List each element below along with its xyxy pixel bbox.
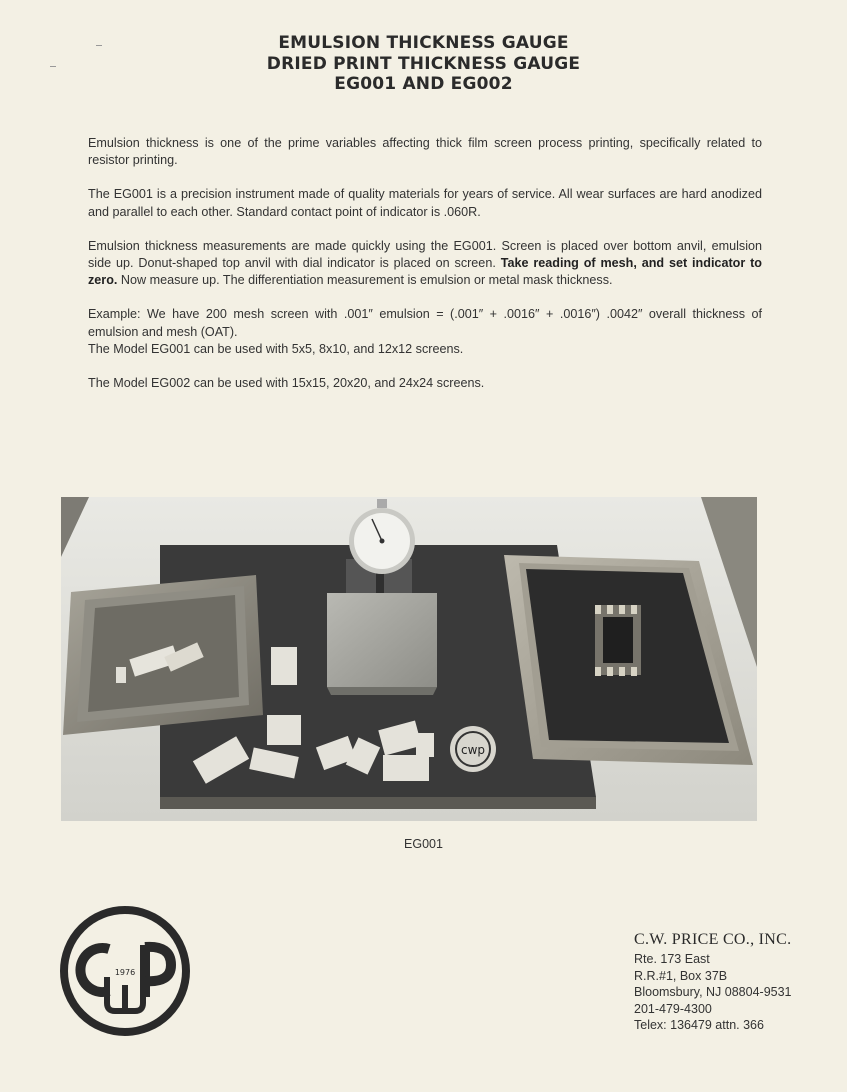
paragraph-example: Example: We have 200 mesh screen with .001″ emulsion = (.001″ + .0016″ + .0016″) .0042″ overall thickness of emulsion and mesh (OAT). [88, 307, 762, 339]
measurement-text-end: Now measure up. The differentiation measurement is emulsion or metal mask thickness. [120, 273, 613, 288]
page-title [0, 33, 847, 95]
paragraph-eg002-sizes: The Model EG002 can be used with 15x15, 20x20, and 24x24 screens. [88, 376, 485, 391]
left-screen-frame [63, 575, 263, 735]
photo-caption: EG001 [404, 837, 443, 851]
paragraph-instrument: The EG001 is a precision instrument made of quality materials for years of service. All wear surfaces are hard anodized and parallel to each other. Standard contact point of indicator is .060R. [88, 187, 762, 219]
title-line-3: EG001 AND EG002 [334, 74, 513, 94]
paragraph-intro: Emulsion thickness is one of the prime variables affecting thick film screen process printing, specifically related to resistor printing. [88, 136, 762, 168]
bottom-anvil [327, 593, 437, 687]
svg-text:cwp: cwp [460, 743, 486, 757]
address-city: Bloomsbury, NJ 08804-9531 [634, 985, 792, 1000]
product-photo [61, 497, 757, 821]
title-line-1: EMULSION THICKNESS GAUGE [278, 33, 569, 53]
telex-number: Telex: 136479 attn. 366 [634, 1018, 764, 1033]
company-name: C.W. PRICE CO., INC. [634, 931, 792, 948]
logo-year: 1976 [114, 968, 136, 977]
title-line-2: DRIED PRINT THICKNESS GAUGE [266, 53, 581, 74]
cwp-logo [59, 905, 191, 1037]
address-box: R.R.#1, Box 37B [634, 968, 728, 983]
address-street: Rte. 173 East [634, 952, 710, 966]
paragraph-eg001-sizes: The Model EG001 can be used with 5x5, 8x10, and 12x12 screens. [88, 341, 464, 356]
phone-number: 201-479-4300 [634, 1001, 712, 1016]
paragraph-measurement [88, 238, 762, 290]
body-text [88, 135, 762, 409]
measurement-bold-text: Take reading of mesh, and set indicator to zero. [88, 256, 762, 288]
company-address-block [634, 931, 834, 1034]
cwp-medallion [450, 726, 496, 772]
measurement-text: Emulsion thickness measurements are made quickly using the EG001. Screen is placed over bottom anvil, emulsion side up. Donut-shaped top anvil with dial indicator is placed on screen. [88, 238, 762, 271]
